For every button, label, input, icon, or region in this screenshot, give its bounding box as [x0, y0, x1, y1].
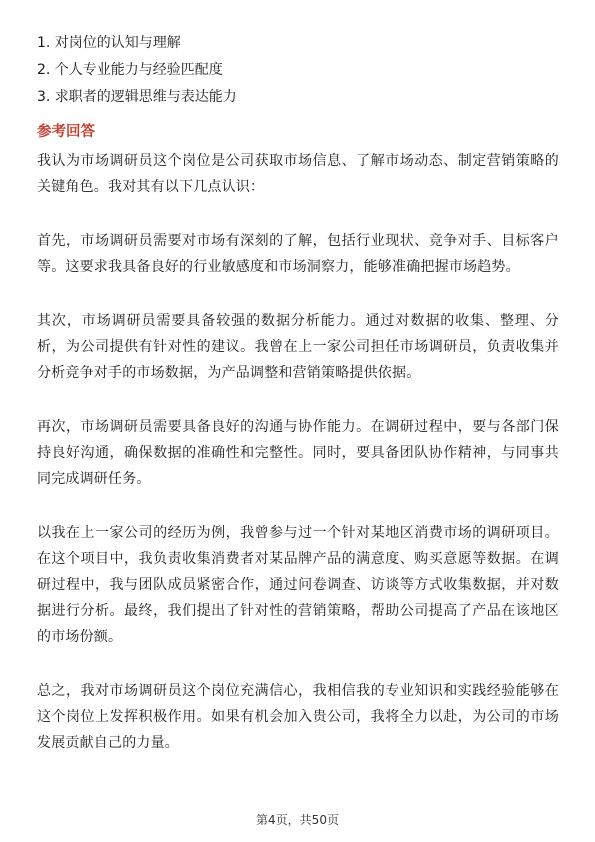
- paragraph-spacer: [37, 386, 559, 414]
- answer-paragraph: 其次，市场调研员需要具备较强的数据分析能力。通过对数据的收集、整理、分析，为公司提供有针对性的建议。我曾在上一家公司担任市场调研员，负责收集并分析竞争对手的市场数据，为产品调整和营销策略提供依据。: [37, 313, 559, 381]
- answer-paragraph: 再次，市场调研员需要具备良好的沟通与协作能力。在调研过程中，要与各部门保持良好沟通，确保数据的准确性和完整性。同时，要具备团队协作精神，与同事共同完成调研任务。: [37, 419, 559, 487]
- answer-paragraph: 总之，我对市场调研员这个岗位充满信心，我相信我的专业知识和实践经验能够在这个岗位上发挥积极作用。如果有机会加入贵公司，我将全力以赴，为公司的市场发展贡献自己的力量。: [37, 683, 559, 751]
- paragraph-spacer: [37, 650, 559, 678]
- criteria-item: 3. 求职者的逻辑思维与表达能力: [37, 89, 237, 105]
- paragraph-spacer: [37, 200, 559, 228]
- evaluation-criteria-list: [37, 30, 557, 111]
- page-footer: 第4页，共50页: [256, 813, 339, 827]
- answer-paragraph: 我认为市场调研员这个岗位是公司获取市场信息、了解市场动态、制定营销策略的关键角色。我对其有以下几点认识：: [37, 153, 559, 195]
- paragraph-spacer: [37, 280, 559, 308]
- criteria-item: 2. 个人专业能力与经验匹配度: [37, 62, 223, 78]
- answer-body: [37, 148, 559, 756]
- answer-heading: 参考回答: [37, 124, 95, 140]
- paragraph-spacer: [37, 492, 559, 520]
- criteria-item: 1. 对岗位的认知与理解: [37, 35, 181, 51]
- answer-paragraph: 首先，市场调研员需要对市场有深刻的了解，包括行业现状、竞争对手、目标客户等。这要求我具备良好的行业敏感度和市场洞察力，能够准确把握市场趋势。: [37, 233, 559, 275]
- answer-paragraph: 以我在上一家公司的经历为例，我曾参与过一个针对某地区消费市场的调研项目。在这个项目中，我负责收集消费者对某品牌产品的满意度、购买意愿等数据。在调研过程中，我与团队成员紧密合作，通过问卷调查、访谈等方式收集数据，并对数据进行分析。最终，我们提出了针对性的营销策略，帮助公司提高了产品在该地区的市场份额。: [37, 525, 559, 645]
